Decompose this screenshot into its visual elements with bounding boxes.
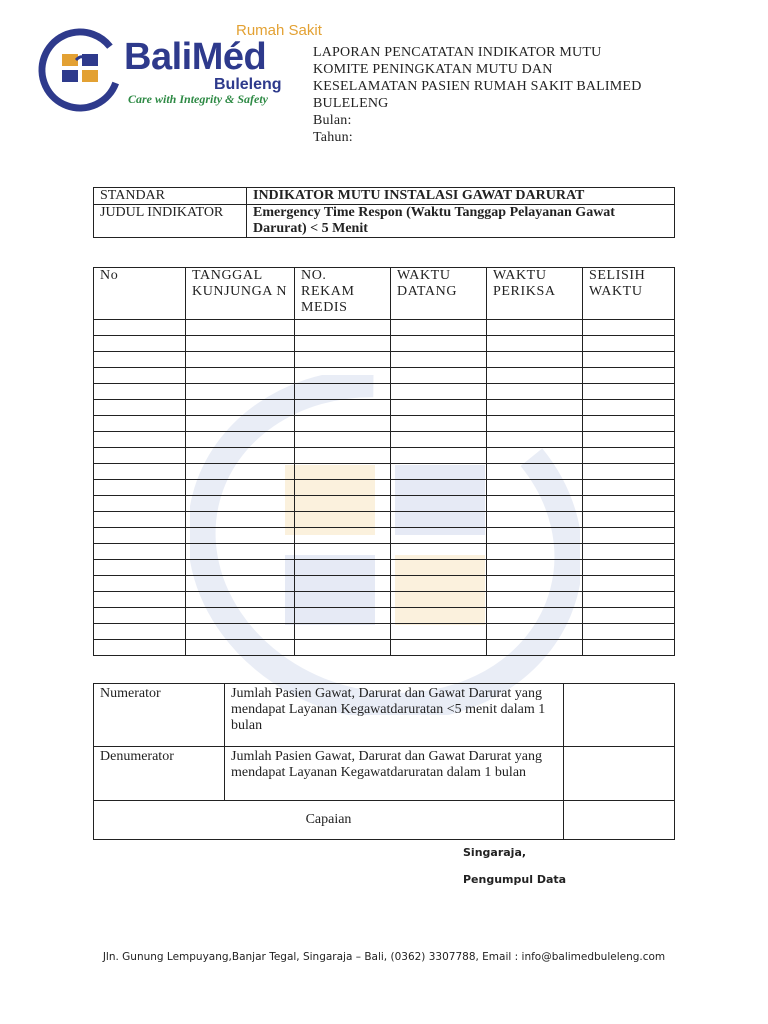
table-cell[interactable] — [94, 528, 186, 544]
denumerator-label: Denumerator — [94, 747, 225, 801]
table-cell[interactable] — [391, 464, 487, 480]
table-cell[interactable] — [295, 432, 391, 448]
table-cell[interactable] — [295, 512, 391, 528]
column-header-selisih-waktu: SELISIH WAKTU — [583, 268, 675, 320]
table-cell[interactable] — [583, 560, 675, 576]
table-cell[interactable] — [295, 608, 391, 624]
header-line: BULELENG — [313, 96, 389, 111]
table-cell[interactable] — [295, 384, 391, 400]
standard-table — [93, 187, 675, 238]
column-header-tanggal: TANGGAL KUNJUNGA N — [186, 268, 295, 320]
judul-label: JUDUL INDIKATOR — [94, 205, 247, 238]
table-cell[interactable] — [295, 624, 391, 640]
column-header-no: No — [94, 268, 186, 320]
table-cell[interactable] — [94, 544, 186, 560]
table-row — [94, 496, 675, 512]
table-row — [94, 400, 675, 416]
judul-row — [94, 205, 675, 238]
table-cell[interactable] — [186, 528, 295, 544]
table-row — [94, 464, 675, 480]
table-cell[interactable] — [94, 608, 186, 624]
table-cell[interactable] — [487, 512, 583, 528]
numerator-table — [93, 683, 675, 840]
table-row — [94, 592, 675, 608]
table-cell[interactable] — [583, 464, 675, 480]
standar-label: STANDAR — [94, 188, 247, 205]
table-cell[interactable] — [391, 496, 487, 512]
tahun-label: Tahun: — [313, 130, 353, 145]
table-row — [94, 448, 675, 464]
table-cell[interactable] — [583, 352, 675, 368]
table-cell[interactable] — [186, 352, 295, 368]
table-cell[interactable] — [583, 624, 675, 640]
data-table-body — [94, 320, 675, 656]
table-cell[interactable] — [94, 576, 186, 592]
table-cell[interactable] — [186, 432, 295, 448]
table-cell[interactable] — [583, 528, 675, 544]
table-cell[interactable] — [487, 496, 583, 512]
table-cell[interactable] — [295, 496, 391, 512]
table-cell[interactable] — [295, 416, 391, 432]
table-cell[interactable] — [295, 400, 391, 416]
table-cell[interactable] — [487, 400, 583, 416]
table-cell[interactable] — [94, 464, 186, 480]
table-cell[interactable] — [186, 544, 295, 560]
table-cell[interactable] — [186, 448, 295, 464]
table-cell[interactable] — [391, 416, 487, 432]
table-cell[interactable] — [487, 464, 583, 480]
table-cell[interactable] — [583, 432, 675, 448]
table-cell[interactable] — [391, 336, 487, 352]
table-cell[interactable] — [487, 416, 583, 432]
table-cell[interactable] — [583, 496, 675, 512]
table-cell[interactable] — [94, 592, 186, 608]
table-cell[interactable] — [186, 560, 295, 576]
table-row — [94, 320, 675, 336]
table-cell[interactable] — [186, 384, 295, 400]
table-cell[interactable] — [94, 448, 186, 464]
table-cell[interactable] — [295, 576, 391, 592]
table-cell[interactable] — [487, 640, 583, 656]
numerator-value-cell[interactable] — [564, 684, 675, 747]
table-row — [94, 544, 675, 560]
denumerator-row — [94, 747, 675, 801]
numerator-label: Numerator — [94, 684, 225, 747]
table-cell[interactable] — [94, 416, 186, 432]
capaian-label: Capaian — [94, 801, 564, 840]
table-cell[interactable] — [94, 384, 186, 400]
table-cell[interactable] — [186, 512, 295, 528]
table-cell[interactable] — [487, 384, 583, 400]
table-cell[interactable] — [186, 640, 295, 656]
table-cell[interactable] — [583, 448, 675, 464]
table-row — [94, 640, 675, 656]
table-cell[interactable] — [295, 592, 391, 608]
table-cell[interactable] — [391, 576, 487, 592]
table-cell[interactable] — [94, 432, 186, 448]
table-cell[interactable] — [94, 512, 186, 528]
data-table — [93, 267, 675, 656]
table-cell[interactable] — [391, 512, 487, 528]
table-cell[interactable] — [186, 368, 295, 384]
table-cell[interactable] — [295, 480, 391, 496]
table-cell[interactable] — [583, 512, 675, 528]
table-cell[interactable] — [487, 448, 583, 464]
table-cell[interactable] — [94, 336, 186, 352]
table-cell[interactable] — [391, 320, 487, 336]
table-cell[interactable] — [391, 544, 487, 560]
table-row — [94, 560, 675, 576]
table-row — [94, 480, 675, 496]
table-cell[interactable] — [583, 592, 675, 608]
table-cell[interactable] — [94, 560, 186, 576]
standar-value-text: INDIKATOR MUTU INSTALASI GAWAT DARURAT — [253, 188, 585, 203]
numerator-text: Jumlah Pasien Gawat, Darurat dan Gawat Darurat yang mendapat Layanan Kegawatdaruratan <5 menit dalam 1 bulan — [225, 684, 564, 747]
denumerator-text: Jumlah Pasien Gawat, Darurat dan Gawat Darurat yang mendapat Layanan Kegawatdaruratan dalam 1 bulan — [225, 747, 564, 801]
table-cell[interactable] — [295, 448, 391, 464]
table-cell[interactable] — [487, 592, 583, 608]
table-cell[interactable] — [583, 544, 675, 560]
table-cell[interactable] — [487, 544, 583, 560]
table-cell[interactable] — [391, 624, 487, 640]
table-cell[interactable] — [391, 592, 487, 608]
table-cell[interactable] — [583, 384, 675, 400]
table-cell[interactable] — [391, 448, 487, 464]
table-cell[interactable] — [487, 480, 583, 496]
table-cell[interactable] — [186, 336, 295, 352]
table-cell[interactable] — [295, 640, 391, 656]
table-cell[interactable] — [94, 624, 186, 640]
table-cell[interactable] — [487, 432, 583, 448]
table-cell[interactable] — [391, 352, 487, 368]
table-cell[interactable] — [186, 624, 295, 640]
table-cell[interactable] — [94, 640, 186, 656]
table-cell[interactable] — [583, 320, 675, 336]
table-cell[interactable] — [583, 608, 675, 624]
table-cell[interactable] — [186, 464, 295, 480]
table-cell[interactable] — [295, 528, 391, 544]
table-cell[interactable] — [391, 432, 487, 448]
numerator-row — [94, 684, 675, 747]
report-header — [313, 44, 693, 146]
table-cell[interactable] — [295, 544, 391, 560]
table-cell[interactable] — [487, 576, 583, 592]
standar-value — [247, 188, 675, 205]
table-cell[interactable] — [186, 576, 295, 592]
table-cell[interactable] — [391, 384, 487, 400]
table-cell[interactable] — [94, 496, 186, 512]
header-line: KESELAMATAN PASIEN RUMAH SAKIT BALIMED — [313, 79, 642, 94]
signature-place: Singaraja, — [463, 846, 527, 859]
table-cell[interactable] — [186, 592, 295, 608]
table-row — [94, 368, 675, 384]
capaian-value-cell[interactable] — [564, 801, 675, 840]
standar-row — [94, 188, 675, 205]
table-cell[interactable] — [487, 608, 583, 624]
table-cell[interactable] — [295, 336, 391, 352]
table-row — [94, 624, 675, 640]
table-cell[interactable] — [94, 368, 186, 384]
table-cell[interactable] — [391, 528, 487, 544]
table-row — [94, 608, 675, 624]
table-cell[interactable] — [94, 352, 186, 368]
table-cell[interactable] — [391, 560, 487, 576]
table-cell[interactable] — [295, 320, 391, 336]
header-line: LAPORAN PENCATATAN INDIKATOR MUTU — [313, 45, 602, 60]
column-header-waktu-datang: WAKTU DATANG — [391, 268, 487, 320]
logo-sub-name: Buleleng — [214, 76, 282, 93]
judul-value — [247, 205, 675, 238]
column-header-waktu-periksa: WAKTU PERIKSA — [487, 268, 583, 320]
table-row — [94, 512, 675, 528]
hospital-logo — [36, 22, 322, 114]
table-cell[interactable] — [94, 480, 186, 496]
table-cell[interactable] — [487, 336, 583, 352]
table-cell[interactable] — [487, 320, 583, 336]
table-cell[interactable] — [487, 352, 583, 368]
table-cell[interactable] — [391, 400, 487, 416]
table-row — [94, 384, 675, 400]
table-row — [94, 528, 675, 544]
table-cell[interactable] — [487, 624, 583, 640]
table-cell[interactable] — [487, 560, 583, 576]
table-cell[interactable] — [583, 416, 675, 432]
table-cell[interactable] — [487, 528, 583, 544]
table-cell[interactable] — [186, 480, 295, 496]
data-table-header — [94, 268, 675, 320]
table-cell[interactable] — [94, 400, 186, 416]
capaian-row — [94, 801, 675, 840]
denumerator-value-cell[interactable] — [564, 747, 675, 801]
table-row — [94, 432, 675, 448]
table-row — [94, 352, 675, 368]
table-cell[interactable] — [391, 640, 487, 656]
table-cell[interactable] — [186, 320, 295, 336]
table-cell[interactable] — [295, 352, 391, 368]
table-row — [94, 336, 675, 352]
table-cell[interactable] — [583, 368, 675, 384]
table-cell[interactable] — [391, 480, 487, 496]
table-cell[interactable] — [583, 400, 675, 416]
table-cell[interactable] — [487, 368, 583, 384]
table-cell[interactable] — [391, 608, 487, 624]
table-row — [94, 416, 675, 432]
table-cell[interactable] — [583, 336, 675, 352]
logo-tagline: Care with Integrity & Safety — [128, 92, 269, 106]
logo-name: BaliMéd — [124, 36, 267, 78]
judul-value-text: Emergency Time Respon (Waktu Tanggap Pelayanan Gawat Darurat) < 5 Menit — [253, 205, 615, 236]
logo-top-text: Rumah Sakit — [236, 22, 322, 39]
table-cell[interactable] — [583, 640, 675, 656]
table-row — [94, 576, 675, 592]
signature-role: Pengumpul Data — [463, 873, 567, 886]
table-cell[interactable] — [583, 576, 675, 592]
footer-address: Jln. Gunung Lempuyang,Banjar Tegal, Singaraja – Bali, (0362) 3307788, Email : info@balimedbuleleng.com — [102, 951, 666, 963]
header-line: KOMITE PENINGKATAN MUTU DAN — [313, 62, 553, 77]
bulan-label: Bulan: — [313, 113, 352, 128]
table-cell[interactable] — [295, 464, 391, 480]
column-header-rekam-medis: NO. REKAM MEDIS — [295, 268, 391, 320]
table-cell[interactable] — [186, 496, 295, 512]
table-cell[interactable] — [295, 368, 391, 384]
table-cell[interactable] — [94, 320, 186, 336]
table-cell[interactable] — [186, 400, 295, 416]
table-cell[interactable] — [186, 608, 295, 624]
table-cell[interactable] — [295, 560, 391, 576]
table-cell[interactable] — [391, 368, 487, 384]
table-cell[interactable] — [186, 416, 295, 432]
table-cell[interactable] — [583, 480, 675, 496]
